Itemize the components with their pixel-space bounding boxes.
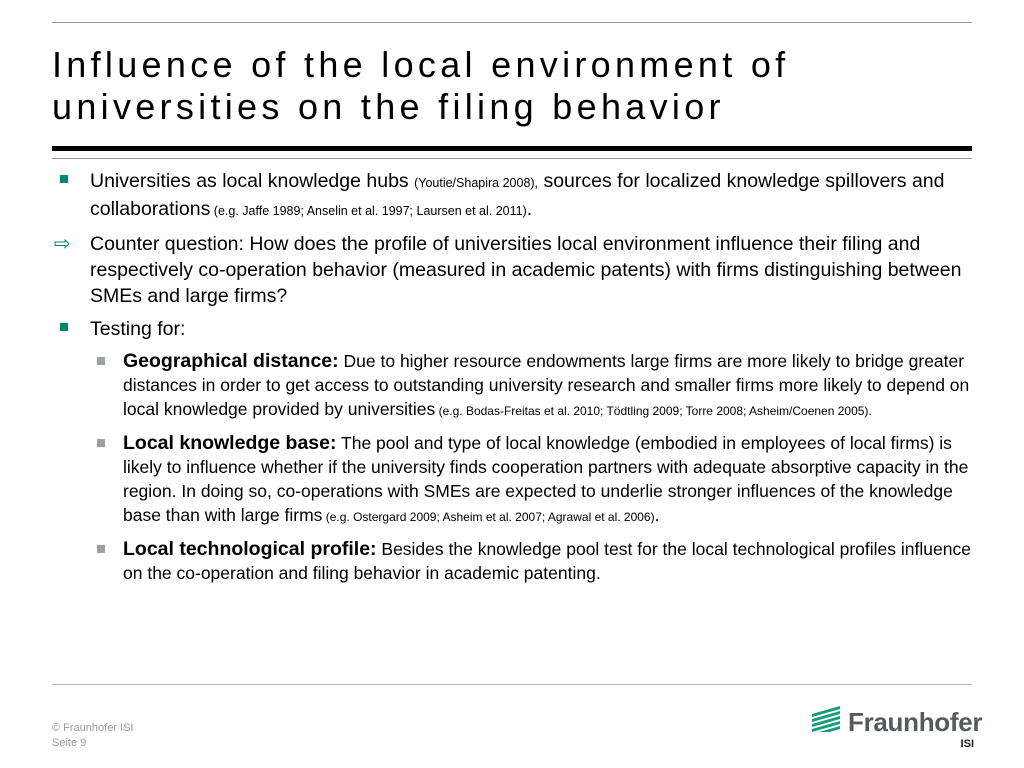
sub-bullet-heading: Local technological profile:	[123, 538, 377, 560]
title-line-1: Influence of the local environment of	[52, 44, 790, 85]
citation-text: (e.g. Ostergard 2009; Asheim et al. 2007; Agrawal et al. 2006)	[322, 510, 655, 524]
arrow-bullet-icon: ⇨	[54, 233, 71, 255]
sub-bullet-item	[56, 431, 976, 529]
logo-sub-label: ISI	[960, 738, 974, 750]
citation-text: (e.g. Bodas-Freitas et al. 2010; Tödtling 2009; Torre 2008; Asheim/Coenen 2005).	[435, 404, 872, 418]
sub-bullet-heading: Local knowledge base:	[123, 432, 337, 454]
sub-bullet-text: The pool and type of local knowledge (embodied in employees of local firms) is likely to influence whether if the university finds cooperation partners with adequate absorptive capacity in the region. In doing so, co-operations with SMEs are expected to underlie stronger influences of the knowledge base than with large firms	[123, 433, 969, 525]
sub-bullet-text: Due to higher resource endowments large firms are more likely to bridge greater distances in order to get access to outstanding university research and smaller firms more likely to depend on local knowledge provided by universities	[123, 351, 970, 419]
sub-bullet-list	[56, 349, 976, 585]
sub-bullet-item	[56, 349, 976, 423]
bullet-text: sources for localized knowledge spillovers and collaborations	[90, 170, 945, 220]
sentence-end: .	[654, 505, 660, 525]
bullet-item	[56, 168, 976, 224]
fraunhofer-logo	[812, 706, 983, 752]
page-number: Seite 9	[52, 737, 87, 749]
sentence-end: .	[595, 563, 601, 583]
bullet-list	[56, 168, 976, 342]
bullet-text: .	[526, 198, 533, 220]
citation-text: (Youtie/Shapira 2008),	[414, 176, 539, 190]
title-underline-thick	[52, 146, 972, 151]
fraunhofer-logo-icon	[812, 706, 842, 732]
bullet-text: Testing for:	[90, 318, 186, 340]
sub-bullet-heading: Geographical distance:	[123, 350, 339, 372]
copyright-text: © Fraunhofer ISI	[52, 722, 134, 734]
bullet-text: Universities as local knowledge hubs	[90, 170, 415, 192]
bullet-text: Counter question: How does the profile of universities local environment influence their filing and respectively co-operation behavior (measured in academic patents) with firms distinguishing between SMEs and large firms?	[90, 233, 962, 307]
slide-body	[56, 168, 976, 593]
sub-bullet-text: Besides the knowledge pool test for the local technological profiles influence on the co-operation and filing behavior in academic patenting	[123, 539, 971, 583]
bullet-item	[56, 231, 976, 309]
square-sub-bullet-icon	[97, 545, 105, 553]
title-line-2: universities on the filing behavior	[52, 86, 725, 127]
slide-title	[52, 44, 982, 128]
footer-divider	[52, 684, 972, 685]
square-sub-bullet-icon	[97, 439, 105, 447]
square-bullet-icon	[60, 175, 68, 183]
sub-bullet-item	[56, 537, 976, 585]
logo-wordmark: Fraunhofer	[848, 707, 983, 737]
square-bullet-icon	[60, 323, 68, 331]
footer	[52, 721, 133, 751]
square-sub-bullet-icon	[97, 357, 105, 365]
top-divider	[52, 22, 972, 23]
title-underline-thin	[52, 158, 972, 159]
bullet-item	[56, 316, 976, 342]
citation-text: (e.g. Jaffe 1989; Anselin et al. 1997; Laursen et al. 2011)	[210, 204, 527, 218]
